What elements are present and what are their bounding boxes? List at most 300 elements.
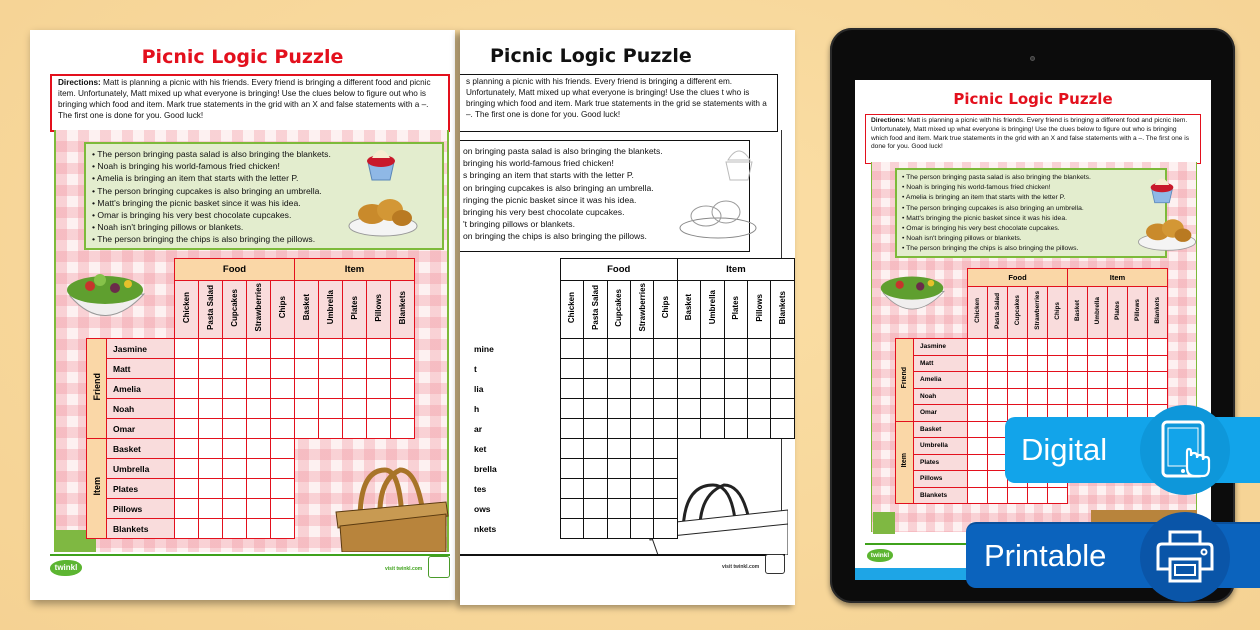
grid-cell[interactable] bbox=[247, 499, 271, 519]
col-cupcakes: Cupcakes bbox=[1014, 295, 1021, 326]
grid-cell[interactable] bbox=[223, 379, 247, 399]
directions-box bbox=[460, 74, 778, 132]
grid-cell[interactable] bbox=[175, 399, 199, 419]
col-pillows: Pillows bbox=[374, 293, 383, 322]
col-plates: Plates bbox=[350, 295, 359, 320]
grid-cell[interactable] bbox=[1008, 372, 1028, 389]
grid-cell[interactable] bbox=[319, 359, 343, 379]
grid-cell[interactable] bbox=[607, 419, 630, 439]
category-food: Food bbox=[968, 269, 1068, 287]
grid-cell[interactable] bbox=[771, 399, 795, 419]
grid-cell[interactable] bbox=[560, 439, 583, 459]
grid-cell[interactable] bbox=[1128, 339, 1148, 356]
grid-cell[interactable] bbox=[968, 339, 988, 356]
row-noah: Noah bbox=[914, 388, 968, 405]
grid-cell[interactable] bbox=[654, 479, 677, 499]
grid-cell[interactable] bbox=[199, 359, 223, 379]
clue-item: • The person bringing pasta salad is also bringing the blankets. bbox=[92, 148, 436, 160]
clue-item: • The person bringing cupcakes is also bringing an umbrella. bbox=[92, 185, 436, 197]
grid-cell[interactable] bbox=[1088, 388, 1108, 405]
col-blankets: Blankets bbox=[398, 290, 407, 325]
grid-cell[interactable] bbox=[1108, 355, 1128, 372]
grid-cell[interactable] bbox=[367, 339, 391, 359]
chicken-outline-illustration bbox=[678, 190, 758, 240]
grid-cell[interactable] bbox=[391, 339, 415, 359]
worksheet-title: Picnic Logic Puzzle bbox=[953, 90, 1113, 108]
grid-cell[interactable] bbox=[1048, 487, 1068, 504]
grid-cell[interactable] bbox=[701, 379, 724, 399]
grid-cell[interactable] bbox=[607, 479, 630, 499]
row-label: tes bbox=[474, 479, 540, 499]
grid-cell[interactable] bbox=[199, 499, 223, 519]
grid-cell[interactable] bbox=[367, 399, 391, 419]
grid-cell[interactable] bbox=[630, 419, 653, 439]
grid-cell[interactable] bbox=[584, 439, 607, 459]
grid-cell[interactable] bbox=[175, 459, 199, 479]
clue-item: on bringing the chips is also bringing the pillows. bbox=[463, 231, 647, 242]
grid-cell[interactable] bbox=[771, 419, 795, 439]
grid-cell[interactable] bbox=[630, 359, 653, 379]
row-omar: Omar bbox=[107, 419, 175, 439]
col-umbrella: Umbrella bbox=[326, 290, 335, 325]
grid-cell[interactable] bbox=[607, 339, 630, 359]
grid-cell[interactable] bbox=[391, 359, 415, 379]
grid-cell[interactable] bbox=[1088, 355, 1108, 372]
col-chips: Chips bbox=[278, 296, 287, 319]
grid-cell[interactable] bbox=[199, 519, 223, 539]
grid-cell[interactable] bbox=[1008, 339, 1028, 356]
clue-item: ringing the picnic basket since it was his idea. bbox=[463, 194, 637, 205]
grid-cell[interactable] bbox=[560, 479, 583, 499]
grid-cell[interactable] bbox=[771, 379, 795, 399]
grid-cell[interactable] bbox=[391, 379, 415, 399]
grid-cell[interactable] bbox=[748, 339, 771, 359]
grid-cell[interactable] bbox=[175, 419, 199, 439]
grid-cell[interactable] bbox=[560, 359, 583, 379]
grid-cell[interactable] bbox=[295, 359, 319, 379]
grid-cell[interactable] bbox=[584, 499, 607, 519]
grid-cell[interactable] bbox=[968, 454, 988, 471]
grid-cell[interactable] bbox=[175, 359, 199, 379]
grid-cell[interactable] bbox=[607, 359, 630, 379]
row-pillows: Pillows bbox=[107, 499, 175, 519]
directions-label: Directions: bbox=[871, 117, 906, 124]
grid-cell[interactable] bbox=[271, 459, 295, 479]
grid-cell[interactable] bbox=[968, 355, 988, 372]
row-label: ar bbox=[474, 419, 540, 439]
grid-cell[interactable] bbox=[367, 359, 391, 379]
grid-cell[interactable] bbox=[1028, 372, 1048, 389]
col-cupcakes: Cupcakes bbox=[614, 288, 624, 327]
grid-cell[interactable] bbox=[630, 439, 653, 459]
grid-cell[interactable] bbox=[1128, 388, 1148, 405]
footer-divider bbox=[460, 554, 785, 556]
grid-cell[interactable] bbox=[295, 419, 319, 439]
col-chicken: Chicken bbox=[567, 291, 577, 324]
grid-cell[interactable] bbox=[223, 479, 247, 499]
grid-cell[interactable] bbox=[630, 499, 653, 519]
directions-text: Matt is planning a picnic with his friends. Every friend is bringing a different food and picnic item. Unfortunately, Matt mixed up what everyone is bringing! Use the clues below to figure out who is bringing which food and item. Mark true statements in the grid with an X and false statements with a –. The first one is done for you. Good luck! bbox=[58, 78, 431, 120]
camera-icon bbox=[1030, 56, 1035, 61]
clue-item: • Amelia is bringing an item that starts with the letter P. bbox=[92, 172, 436, 184]
grid-cell[interactable] bbox=[343, 419, 367, 439]
grid-cell[interactable] bbox=[654, 519, 677, 539]
grid-cell[interactable] bbox=[223, 459, 247, 479]
grid-cell[interactable] bbox=[295, 339, 319, 359]
grid-cell[interactable] bbox=[968, 438, 988, 455]
grid-cell[interactable] bbox=[271, 499, 295, 519]
grid-cell[interactable] bbox=[677, 399, 700, 419]
col-pillows: Pillows bbox=[1134, 299, 1141, 322]
grid-cell[interactable] bbox=[654, 459, 677, 479]
grid-cell[interactable] bbox=[319, 419, 343, 439]
grid-cell[interactable] bbox=[771, 359, 795, 379]
col-chips: Chips bbox=[1054, 301, 1061, 320]
grid-cell[interactable] bbox=[1148, 339, 1168, 356]
clue-item: on bringing pasta salad is also bringing the blankets. bbox=[463, 146, 663, 156]
cupcake-illustration bbox=[1145, 172, 1179, 206]
grid-cell[interactable] bbox=[319, 399, 343, 419]
grid-cell[interactable] bbox=[1068, 339, 1088, 356]
grid-cell[interactable] bbox=[223, 419, 247, 439]
col-cupcakes: Cupcakes bbox=[230, 288, 239, 327]
grid-cell[interactable] bbox=[319, 379, 343, 399]
grid-cell[interactable] bbox=[271, 399, 295, 419]
grid-cell[interactable] bbox=[560, 339, 583, 359]
grid-cell[interactable] bbox=[247, 339, 271, 359]
grid-cell[interactable] bbox=[1048, 388, 1068, 405]
grid-cell[interactable] bbox=[771, 339, 795, 359]
row-category-item: Item bbox=[91, 477, 102, 496]
grass-strip bbox=[873, 512, 895, 534]
col-chicken: Chicken bbox=[182, 291, 191, 324]
grid-cell[interactable] bbox=[1148, 372, 1168, 389]
grid-cell[interactable] bbox=[343, 339, 367, 359]
grid-cell[interactable] bbox=[968, 372, 988, 389]
grid-cell[interactable] bbox=[271, 439, 295, 459]
grid-cell[interactable] bbox=[199, 339, 223, 359]
grid-cell[interactable] bbox=[748, 399, 771, 419]
grid-cell[interactable] bbox=[247, 419, 271, 439]
digital-badge[interactable] bbox=[1005, 417, 1260, 483]
grid-cell[interactable] bbox=[1088, 372, 1108, 389]
grid-cell[interactable] bbox=[748, 359, 771, 379]
row-plates: Plates bbox=[107, 479, 175, 499]
grid-cell[interactable] bbox=[748, 419, 771, 439]
grid-cell[interactable] bbox=[319, 339, 343, 359]
col-plates: Plates bbox=[1114, 301, 1121, 320]
grid-cell[interactable] bbox=[1108, 372, 1128, 389]
grid-cell[interactable] bbox=[1128, 355, 1148, 372]
col-pasta-salad: Pasta Salad bbox=[206, 285, 215, 330]
grid-cell[interactable] bbox=[968, 471, 988, 488]
grid-cell[interactable] bbox=[367, 419, 391, 439]
grid-cell[interactable] bbox=[701, 339, 724, 359]
grid-cell[interactable] bbox=[223, 359, 247, 379]
grid-cell[interactable] bbox=[701, 399, 724, 419]
grid-cell[interactable] bbox=[968, 421, 988, 438]
grid-cell[interactable] bbox=[607, 459, 630, 479]
col-basket: Basket bbox=[1074, 300, 1081, 321]
row-label: nkets bbox=[474, 519, 540, 539]
grid-cell[interactable] bbox=[1148, 388, 1168, 405]
col-pillows: Pillows bbox=[754, 293, 764, 322]
cupcake-illustration bbox=[360, 142, 402, 184]
grid-cell[interactable] bbox=[223, 499, 247, 519]
visit-link: visit twinkl.com bbox=[385, 566, 423, 572]
grid-cell[interactable] bbox=[677, 339, 700, 359]
grid-cell[interactable] bbox=[1008, 388, 1028, 405]
grid-cell[interactable] bbox=[1008, 487, 1028, 504]
grid-cell[interactable] bbox=[607, 379, 630, 399]
row-label: mine bbox=[474, 339, 540, 359]
grid-cell[interactable] bbox=[175, 479, 199, 499]
grid-cell[interactable] bbox=[271, 479, 295, 499]
grid-cell[interactable] bbox=[1048, 355, 1068, 372]
grid-cell[interactable] bbox=[630, 459, 653, 479]
row-category-friend: Friend bbox=[901, 367, 908, 389]
worksheet-title: Picnic Logic Puzzle bbox=[490, 45, 692, 67]
grid-cell[interactable] bbox=[701, 419, 724, 439]
grid-cell[interactable] bbox=[560, 399, 583, 419]
grid-cell[interactable] bbox=[391, 399, 415, 419]
col-pasta-salad: Pasta Salad bbox=[590, 285, 600, 330]
clue-item: • Omar is bringing his very best chocolate cupcakes. bbox=[902, 224, 1160, 234]
printable-badge[interactable] bbox=[966, 522, 1260, 588]
grid-cell[interactable] bbox=[223, 399, 247, 419]
grid-cell[interactable] bbox=[677, 419, 700, 439]
grid-cell[interactable] bbox=[1088, 339, 1108, 356]
row-label: ows bbox=[474, 499, 540, 519]
grid-cell[interactable] bbox=[724, 419, 747, 439]
grid-cell[interactable] bbox=[584, 519, 607, 539]
col-umbrella: Umbrella bbox=[1094, 296, 1101, 325]
grid-cell[interactable] bbox=[988, 355, 1008, 372]
grid-cell[interactable] bbox=[1068, 355, 1088, 372]
grid-cell[interactable] bbox=[584, 399, 607, 419]
grid-cell[interactable] bbox=[630, 339, 653, 359]
printable-label: Printable bbox=[984, 538, 1107, 573]
grid-cell[interactable] bbox=[271, 359, 295, 379]
grid-cell[interactable] bbox=[295, 379, 319, 399]
grid-cell[interactable] bbox=[343, 379, 367, 399]
clue-item: • Noah isn't bringing pillows or blankets. bbox=[92, 221, 436, 233]
grid-cell[interactable] bbox=[607, 399, 630, 419]
logic-grid bbox=[474, 258, 795, 539]
grid-cell[interactable] bbox=[199, 479, 223, 499]
grid-cell[interactable] bbox=[223, 339, 247, 359]
row-blankets: Blankets bbox=[107, 519, 175, 539]
grid-cell[interactable] bbox=[607, 499, 630, 519]
grid-cell[interactable] bbox=[1128, 372, 1148, 389]
grid-cell[interactable] bbox=[584, 359, 607, 379]
grid-cell[interactable] bbox=[271, 339, 295, 359]
row-basket: Basket bbox=[107, 439, 175, 459]
bw-worksheet bbox=[460, 30, 795, 605]
grid-cell[interactable] bbox=[584, 479, 607, 499]
col-chicken: Chicken bbox=[974, 298, 981, 323]
col-basket: Basket bbox=[684, 294, 694, 321]
grid-cell[interactable] bbox=[607, 519, 630, 539]
grid-cell[interactable] bbox=[968, 388, 988, 405]
grid-cell[interactable] bbox=[223, 439, 247, 459]
grid-cell[interactable] bbox=[175, 499, 199, 519]
grid-cell[interactable] bbox=[560, 499, 583, 519]
color-worksheet bbox=[30, 30, 455, 600]
grid-cell[interactable] bbox=[654, 399, 677, 419]
grid-cell[interactable] bbox=[1028, 339, 1048, 356]
grid-cell[interactable] bbox=[199, 379, 223, 399]
row-label: h bbox=[474, 399, 540, 419]
row-label: lia bbox=[474, 379, 540, 399]
grid-cell[interactable] bbox=[630, 519, 653, 539]
grid-cell[interactable] bbox=[391, 419, 415, 439]
clue-item: s bringing an item that starts with the letter P. bbox=[463, 170, 634, 181]
grid-cell[interactable] bbox=[968, 405, 988, 422]
grid-cell[interactable] bbox=[175, 339, 199, 359]
grid-cell[interactable] bbox=[677, 359, 700, 379]
grid-cell[interactable] bbox=[199, 439, 223, 459]
clue-item: • The person bringing cupcakes is also bringing an umbrella. bbox=[902, 204, 1160, 214]
clue-item: • Matt's bringing the picnic basket since it was his idea. bbox=[902, 214, 1160, 224]
grid-cell[interactable] bbox=[724, 359, 747, 379]
grid-cell[interactable] bbox=[560, 419, 583, 439]
grid-cell[interactable] bbox=[654, 379, 677, 399]
grid-cell[interactable] bbox=[1028, 355, 1048, 372]
grid-cell[interactable] bbox=[247, 519, 271, 539]
col-chips: Chips bbox=[661, 296, 671, 319]
grid-cell[interactable] bbox=[247, 459, 271, 479]
grid-cell[interactable] bbox=[1108, 388, 1128, 405]
grid-cell[interactable] bbox=[247, 439, 271, 459]
grid-cell[interactable] bbox=[199, 399, 223, 419]
grid-cell[interactable] bbox=[988, 388, 1008, 405]
category-item: Item bbox=[677, 259, 794, 281]
grid-cell[interactable] bbox=[584, 379, 607, 399]
grid-cell[interactable] bbox=[654, 359, 677, 379]
grid-cell[interactable] bbox=[748, 379, 771, 399]
row-label: brella bbox=[474, 459, 540, 479]
grid-cell[interactable] bbox=[247, 399, 271, 419]
grid-cell[interactable] bbox=[1048, 339, 1068, 356]
grid-cell[interactable] bbox=[584, 339, 607, 359]
grid-cell[interactable] bbox=[223, 519, 247, 539]
col-blankets: Blankets bbox=[1154, 297, 1161, 324]
directions-text: s planning a picnic with his friends. Every friend is bringing a different em. Unfortunately, Matt mixed up what everyone is bringing! Use the clues t who is bringing which food and item. Mark true statements in the grid se statements with a –. The first one is done for you. Good luck! bbox=[466, 77, 767, 119]
grid-cell[interactable] bbox=[175, 379, 199, 399]
row-category-friend: Friend bbox=[91, 372, 102, 401]
row-amelia: Amelia bbox=[914, 372, 968, 389]
directions-text: Matt is planning a picnic with his friends. Every friend is bringing a different food and picnic item. Unfortunately, Matt mixed up what everyone is bringing! Use the clues below to figure out who is bringing which food and item. Mark true statements in the grid with an X and false statements with a –. The first one is done for you. Good luck! bbox=[871, 117, 1190, 151]
grid-cell[interactable] bbox=[367, 379, 391, 399]
col-strawberries: Strawberries bbox=[254, 283, 263, 332]
row-matt: Matt bbox=[107, 359, 175, 379]
grid-cell[interactable] bbox=[1068, 388, 1088, 405]
grid-cell[interactable] bbox=[343, 399, 367, 419]
grid-cell[interactable] bbox=[1028, 487, 1048, 504]
row-category-item: Item bbox=[901, 453, 908, 468]
col-strawberries: Strawberries bbox=[1034, 291, 1041, 330]
grid-cell[interactable] bbox=[247, 359, 271, 379]
grid-cell[interactable] bbox=[988, 339, 1008, 356]
grid-cell[interactable] bbox=[175, 439, 199, 459]
row-label: ket bbox=[474, 439, 540, 459]
grid-cell[interactable] bbox=[175, 519, 199, 539]
grid-cell[interactable] bbox=[988, 405, 1008, 422]
grid-cell[interactable] bbox=[654, 499, 677, 519]
category-item: Item bbox=[1068, 269, 1168, 287]
fried-chicken-illustration bbox=[348, 188, 418, 238]
grid-cell[interactable] bbox=[560, 459, 583, 479]
directions-box bbox=[50, 74, 450, 132]
clue-item: • The person bringing the chips is also bringing the pillows. bbox=[902, 244, 1160, 254]
grid-cell[interactable] bbox=[654, 339, 677, 359]
grid-cell[interactable] bbox=[968, 487, 988, 504]
row-jasmine: Jasmine bbox=[107, 339, 175, 359]
clue-item: on bringing cupcakes is also bringing an umbrella. bbox=[463, 182, 654, 193]
grid-cell[interactable] bbox=[1048, 372, 1068, 389]
grid-cell[interactable] bbox=[271, 519, 295, 539]
grid-cell[interactable] bbox=[1108, 339, 1128, 356]
grid-cell[interactable] bbox=[630, 399, 653, 419]
grid-cell[interactable] bbox=[271, 419, 295, 439]
grid-cell[interactable] bbox=[584, 419, 607, 439]
grid-cell[interactable] bbox=[560, 379, 583, 399]
grid-cell[interactable] bbox=[247, 379, 271, 399]
col-basket: Basket bbox=[302, 294, 311, 321]
grid-cell[interactable] bbox=[271, 379, 295, 399]
grid-cell[interactable] bbox=[199, 459, 223, 479]
grid-cell[interactable] bbox=[1028, 388, 1048, 405]
grid-cell[interactable] bbox=[630, 479, 653, 499]
grid-cell[interactable] bbox=[607, 439, 630, 459]
grid-cell[interactable] bbox=[584, 459, 607, 479]
row-label: t bbox=[474, 359, 540, 379]
row-umbrella: Umbrella bbox=[107, 459, 175, 479]
grid-cell[interactable] bbox=[247, 479, 271, 499]
clue-item: bringing his very best chocolate cupcakes. bbox=[463, 207, 625, 218]
fried-chicken-illustration bbox=[1137, 210, 1197, 252]
grid-cell[interactable] bbox=[988, 487, 1008, 504]
category-food: Food bbox=[560, 259, 677, 281]
col-strawberries: Strawberries bbox=[637, 283, 647, 332]
grid-cell[interactable] bbox=[1068, 372, 1088, 389]
row-matt: Matt bbox=[914, 355, 968, 372]
visit-link: visit twinkl.com bbox=[722, 564, 760, 570]
grid-cell[interactable] bbox=[1008, 355, 1028, 372]
col-pasta-salad: Pasta Salad bbox=[994, 292, 1001, 329]
grid-cell[interactable] bbox=[560, 519, 583, 539]
clue-item: • Omar is bringing his very best chocolate cupcakes. bbox=[92, 209, 436, 221]
grid-cell[interactable] bbox=[677, 379, 700, 399]
grid-cell[interactable] bbox=[724, 379, 747, 399]
grid-cell[interactable] bbox=[701, 359, 724, 379]
category-item: Item bbox=[295, 259, 415, 281]
grid-cell[interactable] bbox=[724, 399, 747, 419]
grid-cell[interactable] bbox=[295, 399, 319, 419]
directions-label: Directions: bbox=[58, 78, 101, 87]
grid-cell[interactable] bbox=[724, 339, 747, 359]
grid-cell[interactable] bbox=[630, 379, 653, 399]
clue-item: • Amelia is bringing an item that starts with the letter P. bbox=[902, 193, 1160, 203]
row-pillows: Pillows bbox=[914, 471, 968, 488]
grid-cell[interactable] bbox=[1148, 355, 1168, 372]
grid-cell[interactable] bbox=[199, 419, 223, 439]
grid-cell[interactable] bbox=[654, 439, 677, 459]
grid-cell[interactable] bbox=[654, 419, 677, 439]
grid-cell[interactable] bbox=[988, 372, 1008, 389]
grid-cell[interactable] bbox=[343, 359, 367, 379]
